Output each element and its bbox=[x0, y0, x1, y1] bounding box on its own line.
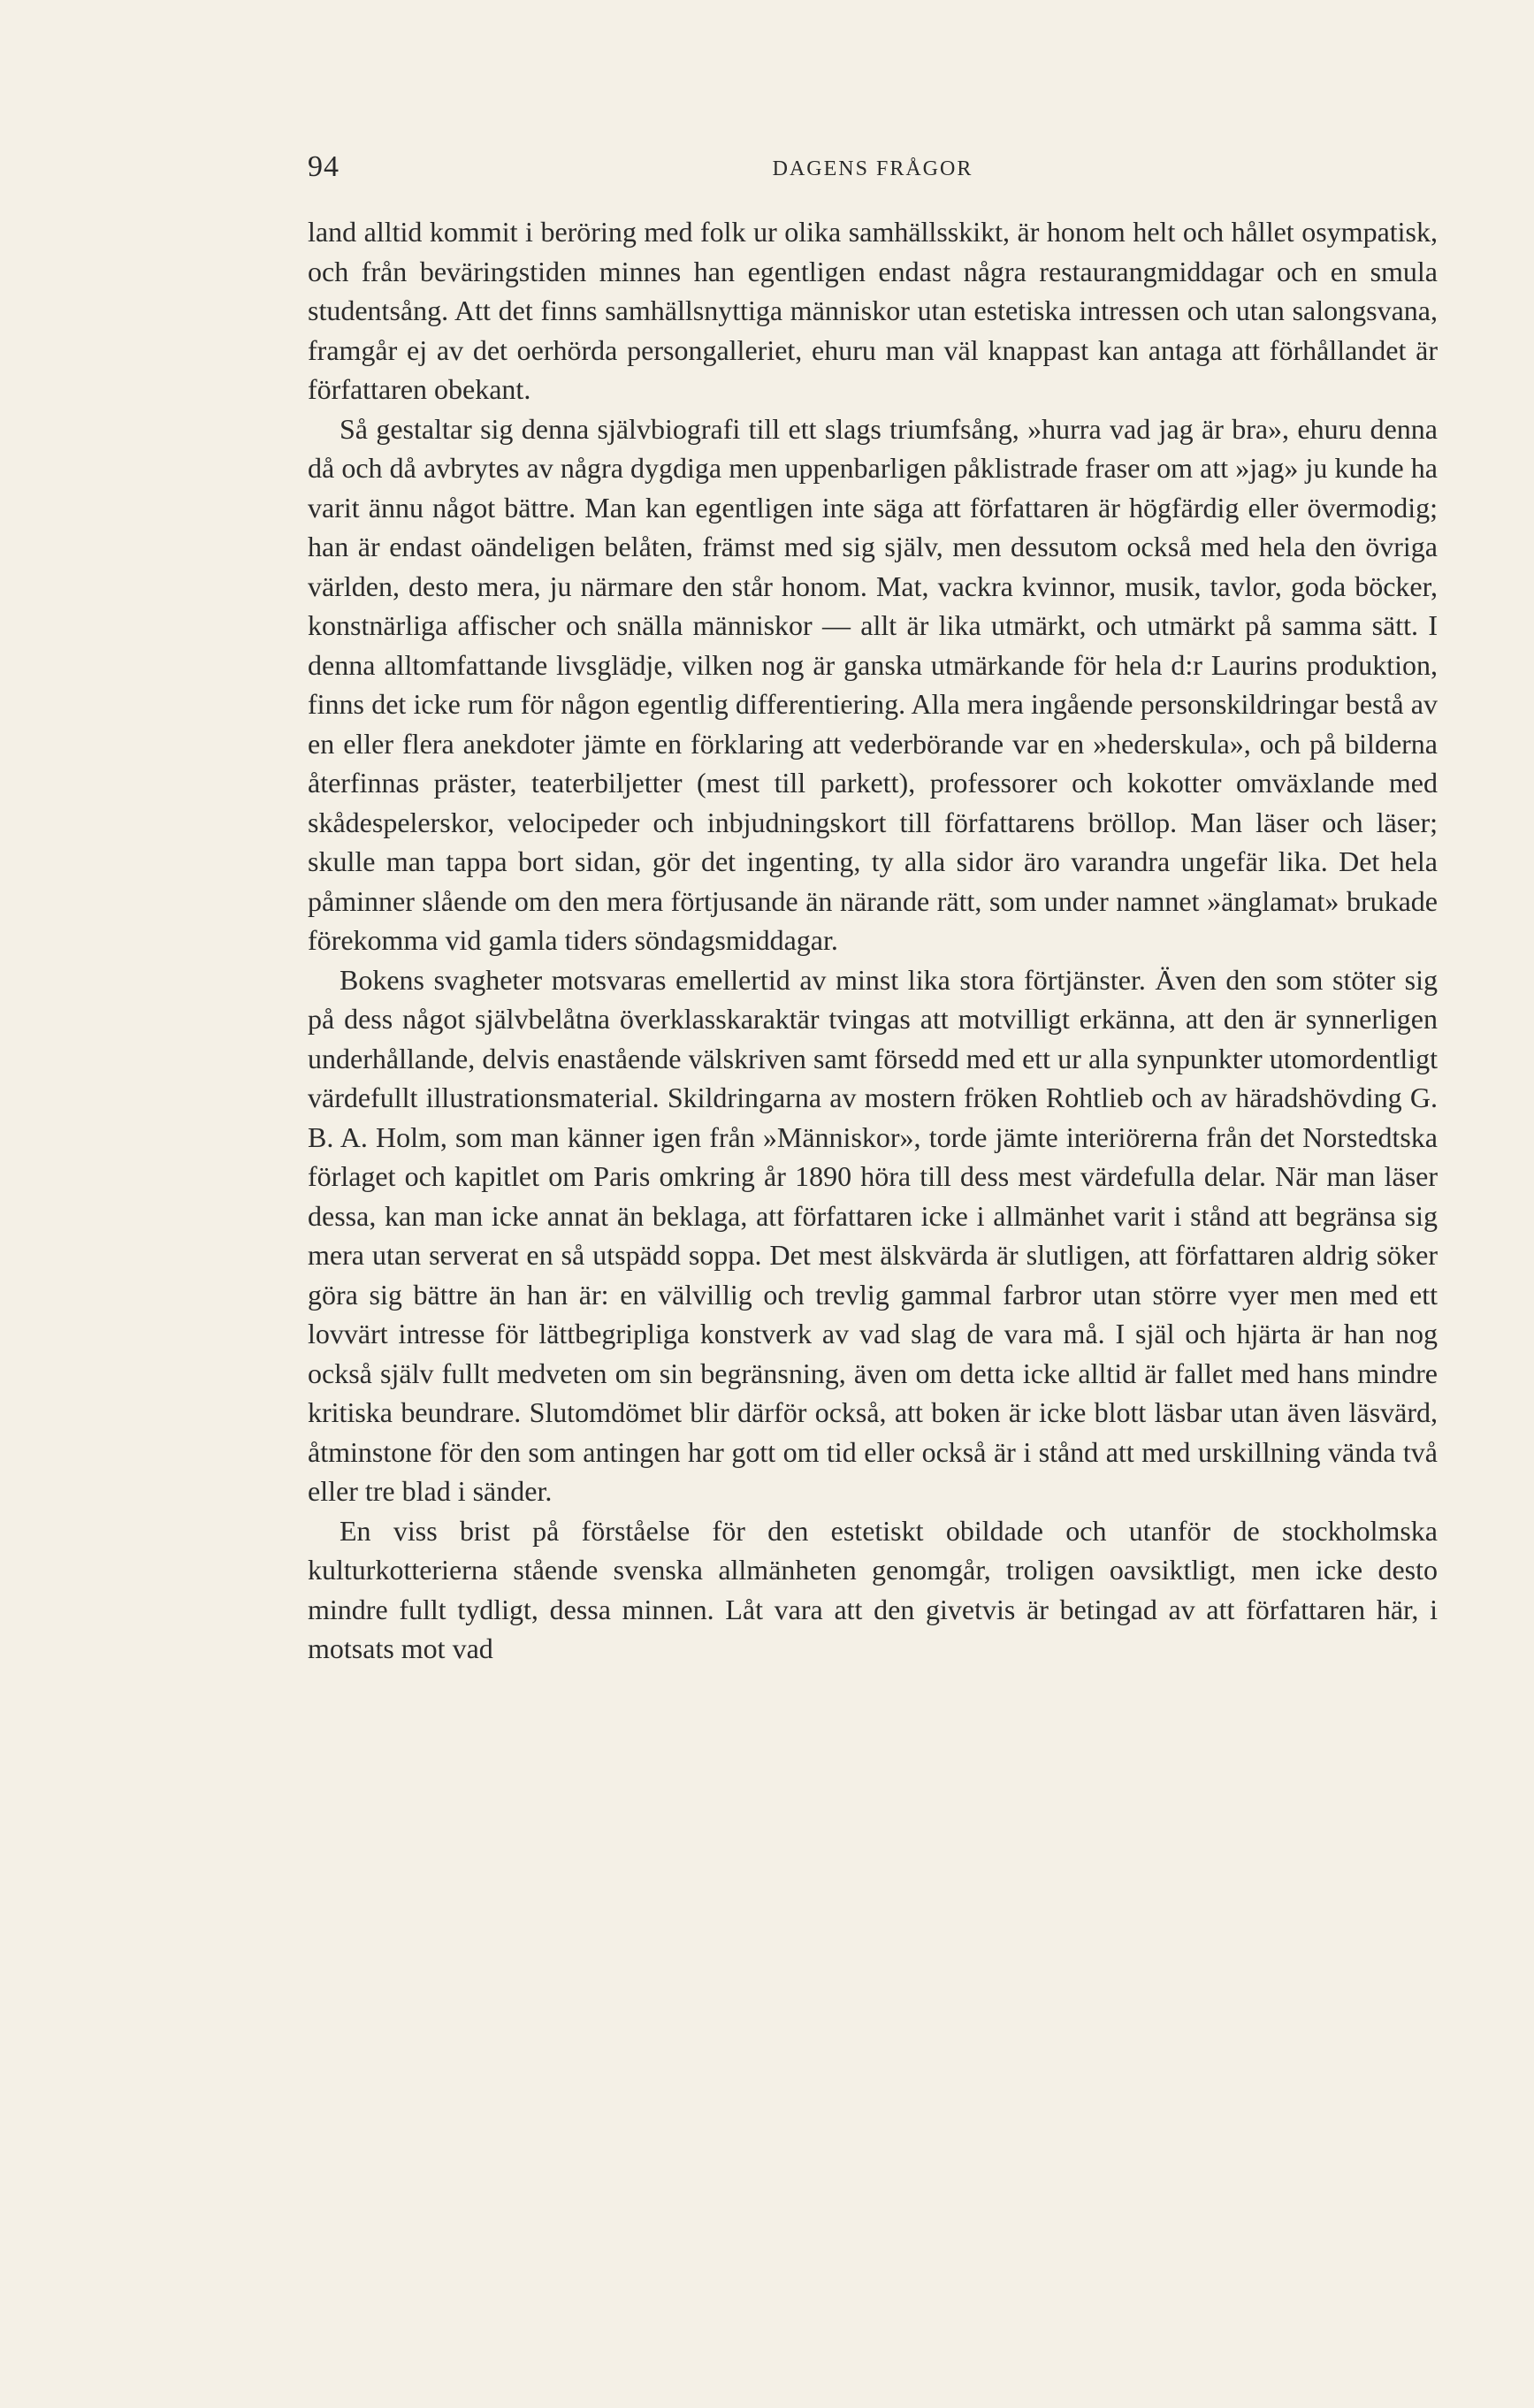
running-head: DAGENS FRÅGOR bbox=[772, 157, 973, 180]
body-text bbox=[308, 212, 1438, 1669]
page-number: 94 bbox=[308, 150, 340, 183]
paragraph-4: En viss brist på förståelse för den estetiskt obildade och utanför de stockholmska kulturkotterierna stående svenska allmänheten genomgår, troligen oavsiktligt, men icke desto mindre fullt tydligt, dessa minnen. Låt vara att den givetvis är betingad av att författaren här, i motsats mot vad bbox=[308, 1514, 1438, 1664]
page-header bbox=[308, 150, 1438, 196]
paragraph-1: land alltid kommit i beröring med folk ur olika samhällsskikt, är honom helt och hållet osympatisk, och från beväringstiden minnes han egentligen endast några restaurangmiddagar och en smula studentsång. Att det finns samhällsnyttiga människor utan estetiska intressen och utan salongsvana, framgår ej av det oerhörda persongalleriet, ehuru man väl knappast kan antaga att förhållandet är författaren obekant. bbox=[308, 216, 1438, 405]
paragraph-3: Bokens svagheter motsvaras emellertid av minst lika stora förtjänster. Även den som stöter sig på dess något självbelåtna överklasskaraktär tvingas att motvilligt erkänna, att den är synnerligen underhållande, delvis enastående välskriven samt försedd med ett ur alla synpunkter utomordentligt värdefullt illustrationsmaterial. Skildringarna av mostern fröken Rohtlieb och av häradshövding G. B. A. Holm, som man känner igen från »Människor», torde jämte interiörerna från det Norstedtska förlaget och kapitlet om Paris omkring år 1890 höra till dess mest värdefulla delar. När man läser dessa, kan man icke annat än beklaga, att författaren icke i allmänhet varit i stånd att begränsa sig mera utan serverat en så utspädd soppa. Det mest älskvärda är slutligen, att författaren aldrig söker göra sig bättre än han är: en välvillig och trevlig gammal farbror utan större vyer men med ett lovvärt intresse för lättbegripliga konstverk av vad slag de vara må. I själ och hjärta är han nog också själv fullt medveten om sin begränsning, även om detta icke alltid är fallet med hans mindre kritiska beundrare. Slutomdömet blir därför också, att boken är icke blott läsbar utan även läsvärd, åtminstone för den som antingen har gott om tid eller också är i stånd att med urskillning vända två eller tre blad i sänder. bbox=[308, 963, 1438, 1507]
paragraph-2: Så gestaltar sig denna självbiografi till ett slags triumfsång, »hurra vad jag är bra», ehuru denna då och då avbrytes av några dygdiga men uppenbarligen påklistrade fraser om att »jag» ju kunde ha varit ännu något bättre. Man kan egentligen inte säga att författaren är högfärdig eller övermodig; han är endast oändeligen belåten, främst med sig själv, men dessutom också med hela den övriga världen, desto mera, ju närmare den står honom. Mat, vackra kvinnor, musik, tavlor, goda böcker, konstnärliga affischer och snälla människor — allt är lika utmärkt, och utmärkt på samma sätt. I denna alltomfattande livsglädje, vilken nog är ganska utmärkande för hela d:r Laurins produktion, finns det icke rum för någon egentlig differentiering. Alla mera ingående personskildringar bestå av en eller flera anekdoter jämte en förklaring att vederbörande var en »hederskula», och på bilderna återfinnas präster, teaterbiljetter (mest till parkett), professorer och kokotter omväxlande med skådespelerskor, velocipeder och inbjudningskort till författarens bröllop. Man läser och läser; skulle man tappa bort sidan, gör det ingenting, ty alla sidor äro varandra ungefär lika. Det hela påminner slående om den mera förtjusande än närande rätt, som under namnet »änglamat» brukade förekomma vid gamla tiders söndagsmiddagar. bbox=[308, 412, 1438, 956]
